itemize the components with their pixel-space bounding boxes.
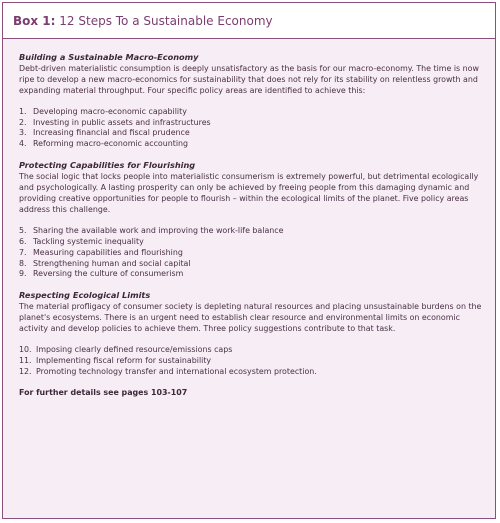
list-number: 2. <box>19 117 27 127</box>
section-paragraph: The social logic that locks people into materialistic consumerism is extremely powerful, but detrimental ecologically and psychologically. A lasting prosperity can only be achieved by freeing people from this damaging dynamic and providing creative opportunities for people to flourish – within the ecological limits of the planet. Five policy areas address this challenge. <box>19 172 479 214</box>
list-item <box>19 356 485 367</box>
list-number: 5. <box>19 225 27 235</box>
section-flourishing <box>19 160 485 280</box>
list-item <box>19 139 485 150</box>
list-text: Strengthening human and social capital <box>33 258 191 268</box>
box-content <box>3 39 495 399</box>
list-text: Reforming macro-economic accounting <box>33 139 189 149</box>
list-text: Sharing the available work and improving the work-life balance <box>33 225 284 235</box>
box-title <box>13 14 273 28</box>
footer-note: For further details see pages 103-107 <box>19 387 188 397</box>
list-number: 12. <box>19 366 32 376</box>
policy-list <box>19 107 485 151</box>
box-title-text: 12 Steps To a Sustainable Economy <box>59 13 273 28</box>
list-number: 3. <box>19 128 27 138</box>
section-heading: Respecting Ecological Limits <box>19 290 151 301</box>
section-paragraph: The material profligacy of consumer society is depleting natural resources and placing unsustainable burdens on the planet's ecosystems. There is an urgent need to establish clear resource and environmental limits on economic activity and develop policies to achieve them. Three policy suggestions contribute to that task. <box>19 302 482 334</box>
list-number: 8. <box>19 258 27 268</box>
section-heading: Building a Sustainable Macro-Economy <box>19 52 199 62</box>
list-number: 6. <box>19 236 27 246</box>
info-box <box>2 2 496 519</box>
list-text: Reversing the culture of consumerism <box>33 269 184 279</box>
list-text: Increasing financial and fiscal prudence <box>33 128 190 138</box>
list-text: Tackling systemic inequality <box>33 236 144 246</box>
list-text: Developing macro-economic capability <box>33 106 187 116</box>
list-text: Measuring capabilities and flourishing <box>33 247 183 257</box>
list-item <box>19 226 485 237</box>
list-number: 7. <box>19 247 27 257</box>
list-text: Implementing fiscal reform for sustainability <box>36 355 212 365</box>
list-item <box>19 367 485 378</box>
list-item <box>19 248 485 259</box>
policy-list <box>19 345 485 378</box>
list-text: Imposing clearly defined resource/emissions caps <box>36 344 233 354</box>
section-macro-economy <box>19 52 485 150</box>
section-ecological-limits <box>19 290 485 377</box>
list-number: 11. <box>19 355 32 365</box>
list-item <box>19 345 485 356</box>
policy-list <box>19 226 485 281</box>
list-item <box>19 128 485 139</box>
list-item <box>19 259 485 270</box>
list-item <box>19 237 485 248</box>
list-text: Investing in public assets and infrastructures <box>33 117 211 127</box>
box-header <box>3 3 495 39</box>
section-heading: Protecting Capabilities for Flourishing <box>19 160 196 171</box>
box-label: Box 1: <box>13 13 56 28</box>
list-text: Promoting technology transfer and international ecosystem protection. <box>36 366 317 376</box>
list-item <box>19 107 485 118</box>
list-item <box>19 118 485 129</box>
list-number: 4. <box>19 139 27 149</box>
list-item <box>19 269 485 280</box>
list-number: 1. <box>19 106 27 116</box>
list-number: 10. <box>19 344 32 354</box>
list-number: 9. <box>19 269 27 279</box>
section-paragraph: Debt-driven materialistic consumption is deeply unsatisfactory as the basis for our macro-economy. The time is now ripe to develop a new macro-economics for sustainability that does not rely for its stability on relentless growth and expanding material throughput. Four specific policy areas are identified to achieve this: <box>19 63 479 95</box>
